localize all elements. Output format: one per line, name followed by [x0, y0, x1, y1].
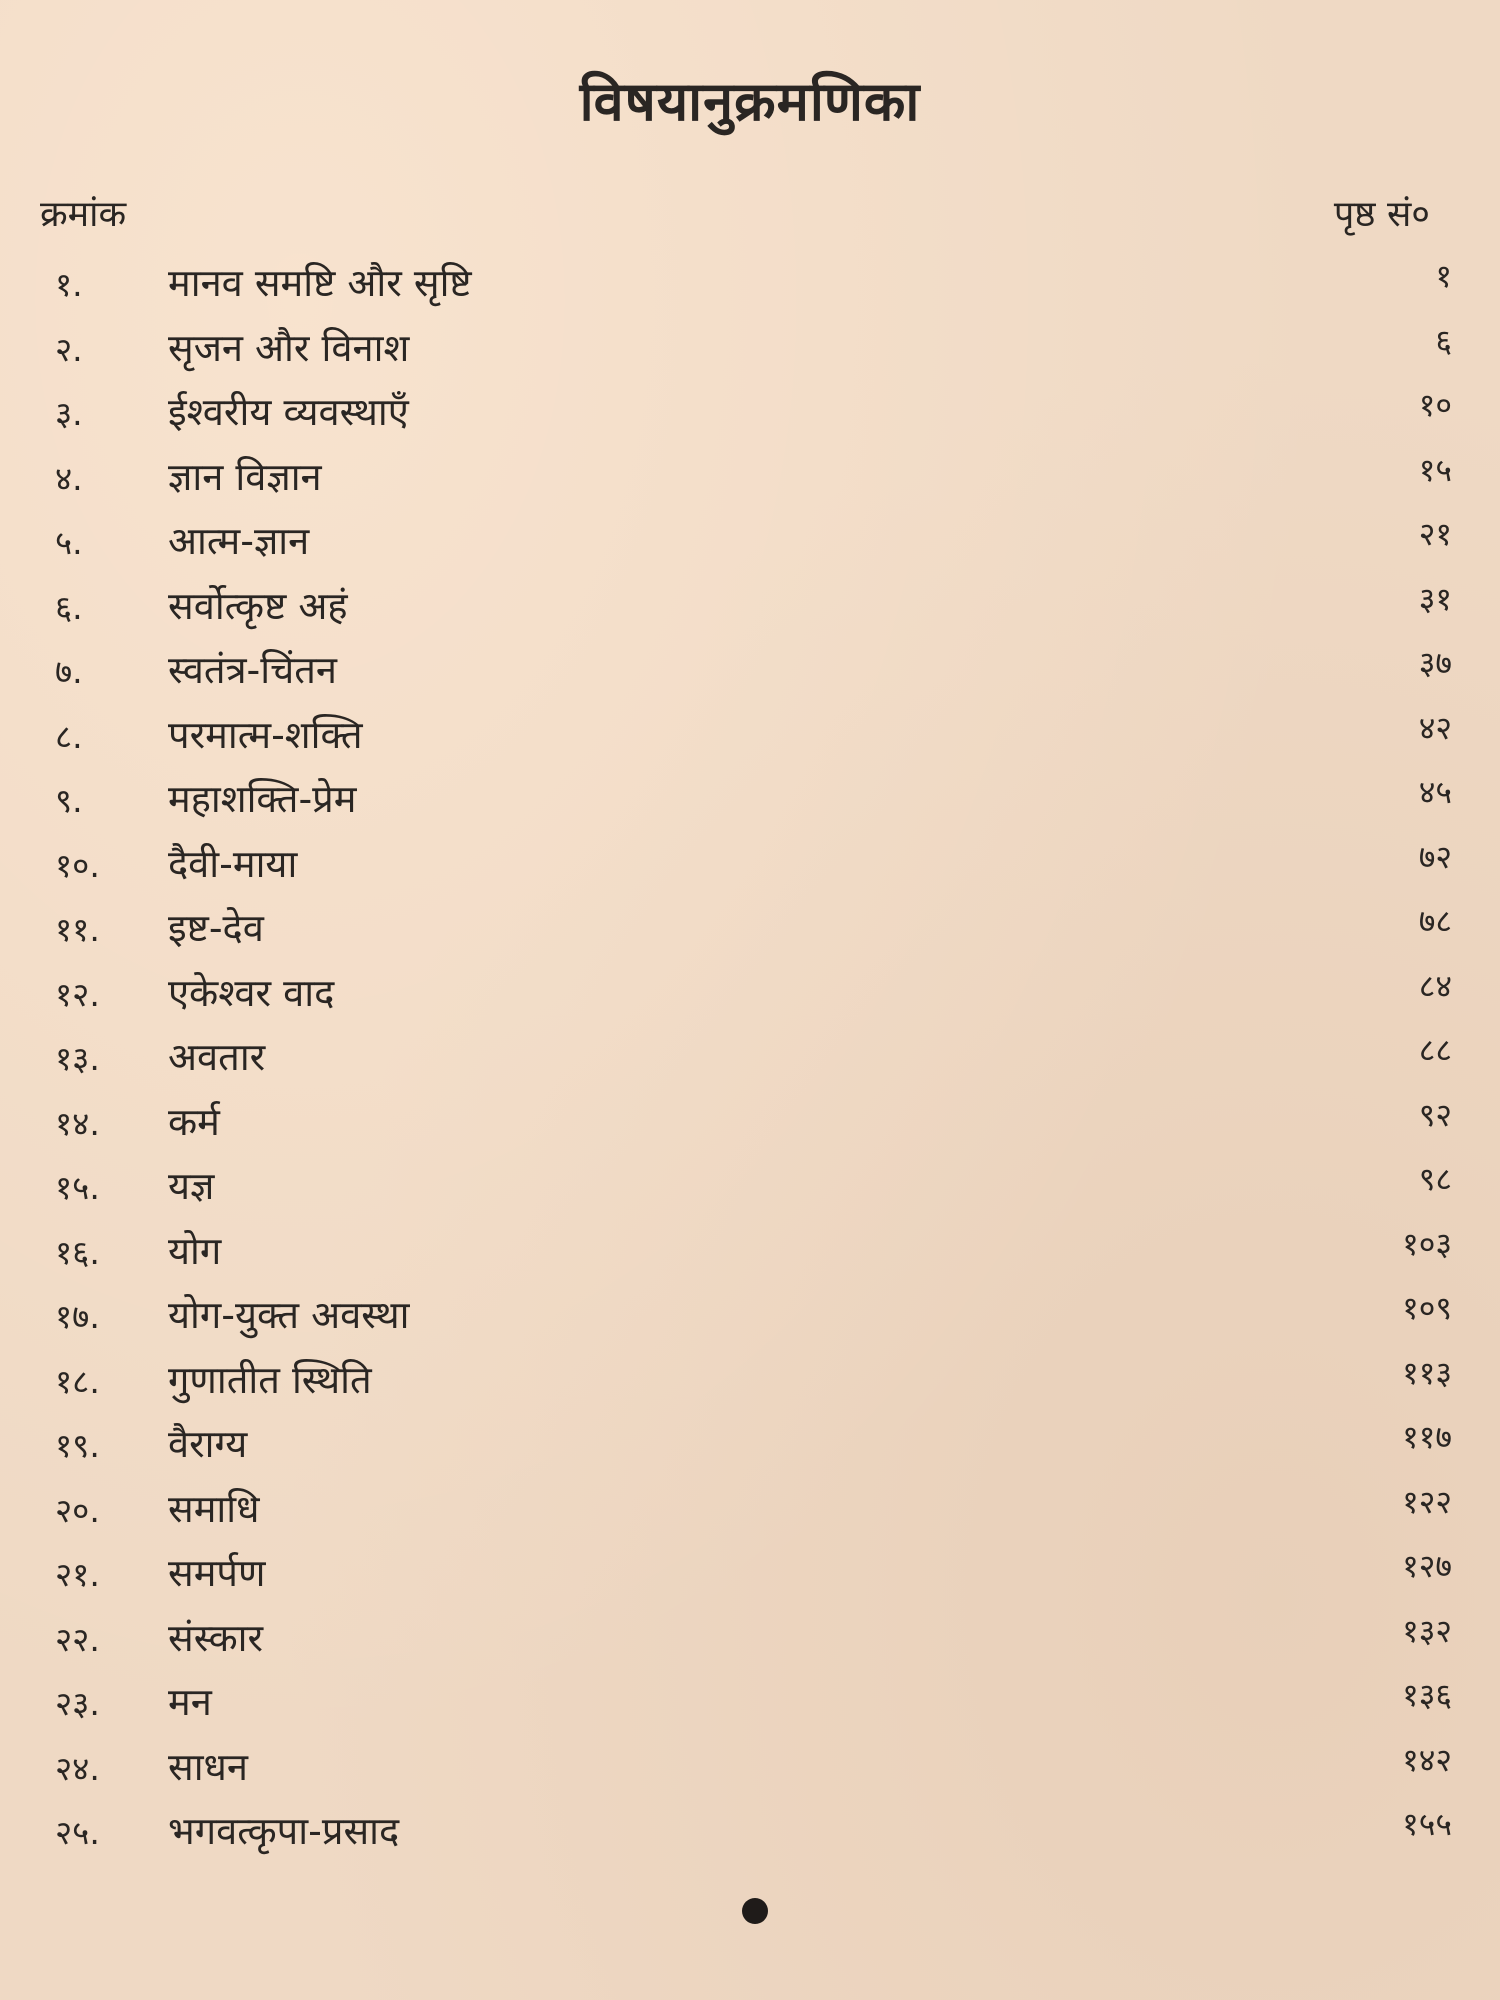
entry-number: १५.: [55, 1168, 100, 1207]
entry-page: १५५: [1402, 1805, 1452, 1843]
entry-number: १४.: [55, 1103, 100, 1143]
entry-title: यज्ञ: [168, 1164, 215, 1208]
entry-number: १.: [55, 265, 83, 304]
entry-title: समर्पण: [168, 1551, 266, 1595]
entry-title: स्वतंत्र-चिंतन: [168, 648, 337, 692]
toc-entry: [0, 1156, 1500, 1221]
entry-title: योग: [168, 1228, 222, 1273]
entry-page: ४२: [1418, 708, 1452, 747]
entry-page: १०९: [1402, 1289, 1452, 1327]
serial-column-header: क्रमांक: [40, 194, 127, 235]
entry-number: ६.: [55, 587, 83, 627]
entry-title: कर्म: [168, 1099, 220, 1144]
entry-title: परमात्म-शक्ति: [168, 712, 363, 757]
toc-entry: [0, 253, 1500, 318]
entry-title: मानव समष्टि और सृष्टि: [168, 261, 472, 305]
entry-title: एकेश्वर वाद: [168, 970, 335, 1015]
entry-number: ७.: [55, 652, 83, 691]
entry-page: १०३: [1402, 1224, 1452, 1263]
entry-page: १३२: [1402, 1611, 1452, 1650]
entry-number: २५.: [55, 1813, 100, 1852]
toc-entry: [0, 1350, 1500, 1415]
entry-page: २१: [1418, 515, 1452, 553]
entry-page: ८४: [1418, 966, 1452, 1005]
page-column-header: पृष्ठ सं०: [1333, 194, 1430, 235]
toc-entry: [0, 1414, 1500, 1479]
entry-number: ९.: [55, 781, 83, 820]
toc-entry: [0, 898, 1500, 963]
entry-page: ८८: [1418, 1031, 1452, 1069]
entry-number: २४.: [55, 1748, 100, 1788]
toc-entry: [0, 1092, 1500, 1157]
entry-page: १: [1435, 257, 1452, 295]
entry-page: ३७: [1418, 644, 1452, 682]
entry-title: ईश्वरीय व्यवस्थाएँ: [168, 390, 409, 434]
entry-title: सृजन और विनाश: [168, 325, 410, 370]
entry-title: योग-युक्त अवस्था: [168, 1293, 410, 1337]
ink-dot: [742, 1898, 768, 1924]
toc-entry: [0, 1543, 1500, 1608]
entry-title: संस्कार: [168, 1615, 264, 1660]
toc-entry: [0, 1221, 1500, 1286]
entry-number: ११.: [55, 910, 100, 949]
entry-title: भगवत्कृपा-प्रसाद: [168, 1809, 400, 1853]
entry-number: ८.: [55, 716, 83, 756]
entry-number: २३.: [55, 1684, 100, 1723]
entry-number: १०.: [55, 845, 100, 885]
entry-page: १४२: [1402, 1740, 1452, 1779]
entry-title: साधन: [168, 1744, 248, 1789]
toc-entry: [0, 1027, 1500, 1092]
entry-number: ३.: [55, 394, 83, 433]
entry-title: दैवी-माया: [168, 841, 298, 886]
entry-title: गुणातीत स्थिति: [168, 1357, 372, 1402]
entry-number: १८.: [55, 1361, 100, 1401]
page-title: विषयानुक्रमणिका: [579, 70, 921, 133]
entry-page: १५: [1418, 450, 1452, 489]
entry-page: ९२: [1418, 1095, 1452, 1134]
toc-entry: [0, 1672, 1500, 1737]
entry-title: समाधि: [168, 1486, 260, 1531]
toc-entry: [0, 705, 1500, 770]
entry-number: २.: [55, 329, 83, 369]
entry-number: २०.: [55, 1490, 100, 1530]
entry-page: ४५: [1418, 773, 1452, 811]
entry-number: १३.: [55, 1039, 100, 1078]
entry-number: १७.: [55, 1297, 100, 1336]
toc-entry: [0, 447, 1500, 512]
entry-page: ९८: [1418, 1160, 1452, 1198]
entry-page: १२७: [1402, 1547, 1452, 1585]
toc-entry: [0, 1608, 1500, 1673]
toc-entry: [0, 769, 1500, 834]
entry-page: ३१: [1418, 579, 1452, 618]
entry-title: इष्ट-देव: [168, 906, 264, 950]
entry-number: ५.: [55, 523, 83, 562]
toc-entry: [0, 1801, 1500, 1866]
entry-page: ६: [1435, 321, 1452, 360]
entry-number: २२.: [55, 1619, 100, 1659]
entry-page: १०: [1418, 386, 1452, 424]
entry-page: ११७: [1402, 1418, 1452, 1456]
toc-entry: [0, 963, 1500, 1028]
entry-number: २१.: [55, 1555, 100, 1594]
entry-title: सर्वोत्कृष्ट अहं: [168, 583, 348, 628]
entry-number: ४.: [55, 458, 83, 498]
toc-entry: [0, 318, 1500, 383]
entry-number: १९.: [55, 1426, 100, 1465]
table-of-contents: [0, 253, 1500, 1866]
toc-entry: [0, 576, 1500, 641]
toc-entry: [0, 511, 1500, 576]
toc-entry: [0, 834, 1500, 899]
entry-number: १६.: [55, 1232, 100, 1272]
entry-title: वैराग्य: [168, 1422, 248, 1466]
entry-page: ११३: [1402, 1353, 1452, 1392]
entry-number: १२.: [55, 974, 100, 1014]
toc-entry: [0, 640, 1500, 705]
entry-title: मन: [168, 1680, 212, 1724]
entry-page: ७२: [1418, 837, 1452, 876]
entry-page: ७८: [1418, 902, 1452, 940]
toc-entry: [0, 1737, 1500, 1802]
toc-entry: [0, 382, 1500, 447]
entry-title: आत्म-ज्ञान: [168, 519, 310, 563]
entry-title: अवतार: [168, 1035, 266, 1079]
entry-page: १२२: [1402, 1482, 1452, 1521]
entry-page: १३६: [1402, 1676, 1452, 1714]
entry-title: ज्ञान विज्ञान: [168, 454, 322, 499]
toc-entry: [0, 1479, 1500, 1544]
toc-entry: [0, 1285, 1500, 1350]
entry-title: महाशक्ति-प्रेम: [168, 777, 357, 821]
